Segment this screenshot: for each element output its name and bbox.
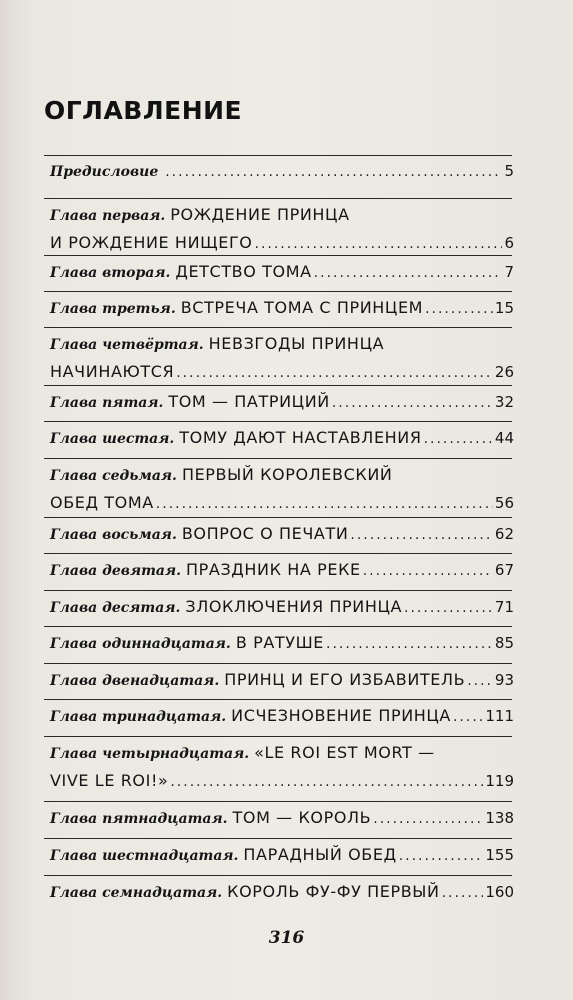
chapter-page-number: 71 <box>494 598 514 616</box>
page-number: 316 <box>268 928 305 948</box>
dot-leader <box>363 563 493 579</box>
toc-entry-line <box>50 392 514 420</box>
page-title: ОГЛАВЛЕНИЕ <box>44 96 243 125</box>
chapter-page-number: 119 <box>485 772 514 790</box>
chapter-title: ПРАЗДНИК НА РЕКЕ <box>186 560 361 579</box>
toc-entry-line <box>50 670 514 698</box>
toc-entry-line <box>50 428 514 456</box>
chapter-page-number: 44 <box>494 429 514 447</box>
chapter-page-number: 26 <box>494 363 514 381</box>
chapter-label: Глава шестая. <box>50 431 175 447</box>
toc-entry-line <box>50 524 514 552</box>
chapter-label: Глава четвёртая. <box>50 337 204 353</box>
chapter-page-number: 32 <box>494 393 514 411</box>
chapter-page-number: 15 <box>494 299 514 317</box>
chapter-title: VIVE LE ROI!» <box>50 771 169 790</box>
entry-divider <box>44 458 512 459</box>
entry-divider <box>44 699 512 700</box>
chapter-label: Глава пятая. <box>50 395 164 411</box>
dot-leader <box>453 709 483 725</box>
entry-divider <box>44 421 512 422</box>
chapter-label: Глава десятая. <box>50 600 181 616</box>
toc-entry[interactable] <box>50 597 514 625</box>
chapter-title: ПРИНЦ И ЕГО ИЗБАВИТЕЛЬ <box>224 670 466 689</box>
toc-entry-line <box>50 597 514 625</box>
toc-entry-line <box>50 334 514 362</box>
chapter-page-number: 67 <box>494 561 514 579</box>
toc-entry[interactable] <box>50 743 514 799</box>
chapter-label: Глава вторая. <box>50 265 171 281</box>
toc-entry[interactable] <box>50 560 514 588</box>
toc-entry[interactable] <box>50 670 514 698</box>
entry-divider <box>44 291 512 292</box>
dot-leader <box>399 848 484 864</box>
chapter-label: Глава семнадцатая. <box>50 885 223 901</box>
toc-entry-line <box>50 162 514 190</box>
toc-entry-line <box>50 706 514 734</box>
dot-leader <box>442 885 484 901</box>
dot-leader <box>373 811 483 827</box>
toc-entry[interactable] <box>50 428 514 456</box>
toc-entry[interactable] <box>50 524 514 552</box>
chapter-page-number: 155 <box>485 846 514 864</box>
chapter-title: ЗЛОКЛЮЧЕНИЯ ПРИНЦА <box>185 597 403 616</box>
toc-entry[interactable] <box>50 334 514 390</box>
toc-entry-line <box>50 771 514 799</box>
toc-entry[interactable] <box>50 262 514 290</box>
chapter-page-number: 7 <box>504 263 514 281</box>
dot-leader <box>467 673 493 689</box>
chapter-page-number: 62 <box>494 525 514 543</box>
entry-divider <box>44 875 512 876</box>
chapter-title: ВСТРЕЧА ТОМА С ПРИНЦЕМ <box>180 298 424 317</box>
toc-entry-line <box>50 465 514 493</box>
entry-divider <box>44 736 512 737</box>
chapter-title: НЕВЗГОДЫ ПРИНЦА <box>208 334 385 353</box>
toc-entry[interactable] <box>50 298 514 326</box>
chapter-label: Глава шестнадцатая. <box>50 848 239 864</box>
entry-divider <box>44 838 512 839</box>
chapter-label: Глава первая. <box>50 208 166 224</box>
chapter-title: «LE ROI EST MORT — <box>254 743 435 762</box>
entry-divider <box>44 590 512 591</box>
dot-leader <box>165 164 502 180</box>
chapter-page-number: 5 <box>504 162 514 180</box>
dot-leader <box>255 236 503 252</box>
chapter-title: ДЕТСТВО ТОМА <box>175 262 312 281</box>
toc-entry[interactable] <box>50 205 514 261</box>
chapter-title: ПАРАДНЫЙ ОБЕД <box>243 845 397 864</box>
dot-leader <box>326 636 493 652</box>
chapter-label: Глава восьмая. <box>50 527 177 543</box>
chapter-label: Предисловие <box>50 164 159 180</box>
chapter-page-number: 85 <box>494 634 514 652</box>
toc-entry-line <box>50 743 514 771</box>
toc-entry[interactable] <box>50 392 514 420</box>
toc-entry[interactable] <box>50 882 514 910</box>
toc-entry-line <box>50 808 514 836</box>
chapter-label: Глава двенадцатая. <box>50 673 220 689</box>
chapter-page-number: 111 <box>485 707 514 725</box>
toc-entry-line <box>50 845 514 873</box>
dot-leader <box>170 774 483 790</box>
chapter-label: Глава тринадцатая. <box>50 709 227 725</box>
toc-entry[interactable] <box>50 633 514 661</box>
chapter-label: Глава третья. <box>50 301 176 317</box>
dot-leader <box>176 365 493 381</box>
toc-entry[interactable] <box>50 706 514 734</box>
chapter-title: В РАТУШЕ <box>235 633 325 652</box>
toc-entry-line <box>50 633 514 661</box>
dot-leader <box>425 301 493 317</box>
chapter-page-number: 160 <box>485 883 514 901</box>
toc-entry[interactable] <box>50 465 514 521</box>
entry-divider <box>44 626 512 627</box>
toc-entry[interactable] <box>50 162 514 190</box>
dot-leader <box>404 600 493 616</box>
dot-leader <box>424 431 493 447</box>
entry-divider <box>44 553 512 554</box>
chapter-page-number: 93 <box>494 671 514 689</box>
chapter-label: Глава девятая. <box>50 563 182 579</box>
entry-divider <box>44 255 512 256</box>
dot-leader <box>314 265 503 281</box>
chapter-title: ВОПРОС О ПЕЧАТИ <box>181 524 349 543</box>
toc-entry-line <box>50 298 514 326</box>
chapter-title: ИСЧЕЗНОВЕНИЕ ПРИНЦА <box>231 706 451 725</box>
chapter-title: РОЖДЕНИЕ ПРИНЦА <box>170 205 350 224</box>
toc-entry[interactable] <box>50 845 514 873</box>
toc-entry-line <box>50 882 514 910</box>
dot-leader <box>156 496 493 512</box>
entry-divider <box>44 663 512 664</box>
chapter-page-number: 56 <box>494 494 514 512</box>
chapter-title: ОБЕД ТОМА <box>50 493 154 512</box>
toc-entry-line <box>50 560 514 588</box>
chapter-title: ПЕРВЫЙ КОРОЛЕВСКИЙ <box>181 465 393 484</box>
entry-divider <box>44 385 512 386</box>
chapter-label: Глава пятнадцатая. <box>50 811 228 827</box>
chapter-label: Глава одиннадцатая. <box>50 636 231 652</box>
entry-divider <box>44 327 512 328</box>
chapter-title: И РОЖДЕНИЕ НИЩЕГО <box>50 233 253 252</box>
entry-divider <box>44 517 512 518</box>
toc-entry-line <box>50 262 514 290</box>
chapter-title: ТОМ — ПАТРИЦИЙ <box>168 392 330 411</box>
chapter-title: ТОМ — КОРОЛЬ <box>232 808 372 827</box>
entry-divider <box>44 155 512 156</box>
chapter-title: НАЧИНАЮТСЯ <box>50 362 175 381</box>
toc-entry-line <box>50 233 514 261</box>
toc-entry-line <box>50 205 514 233</box>
entry-divider <box>44 801 512 802</box>
dot-leader <box>332 395 493 411</box>
chapter-title: ТОМУ ДАЮТ НАСТАВЛЕНИЯ <box>179 428 422 447</box>
toc-entry[interactable] <box>50 808 514 836</box>
dot-leader <box>350 527 493 543</box>
chapter-page-number: 6 <box>504 234 514 252</box>
chapter-title: КОРОЛЬ ФУ-ФУ ПЕРВЫЙ <box>227 882 440 901</box>
entry-divider <box>44 198 512 199</box>
chapter-label: Глава седьмая. <box>50 468 177 484</box>
chapter-label: Глава четырнадцатая. <box>50 746 250 762</box>
chapter-page-number: 138 <box>485 809 514 827</box>
